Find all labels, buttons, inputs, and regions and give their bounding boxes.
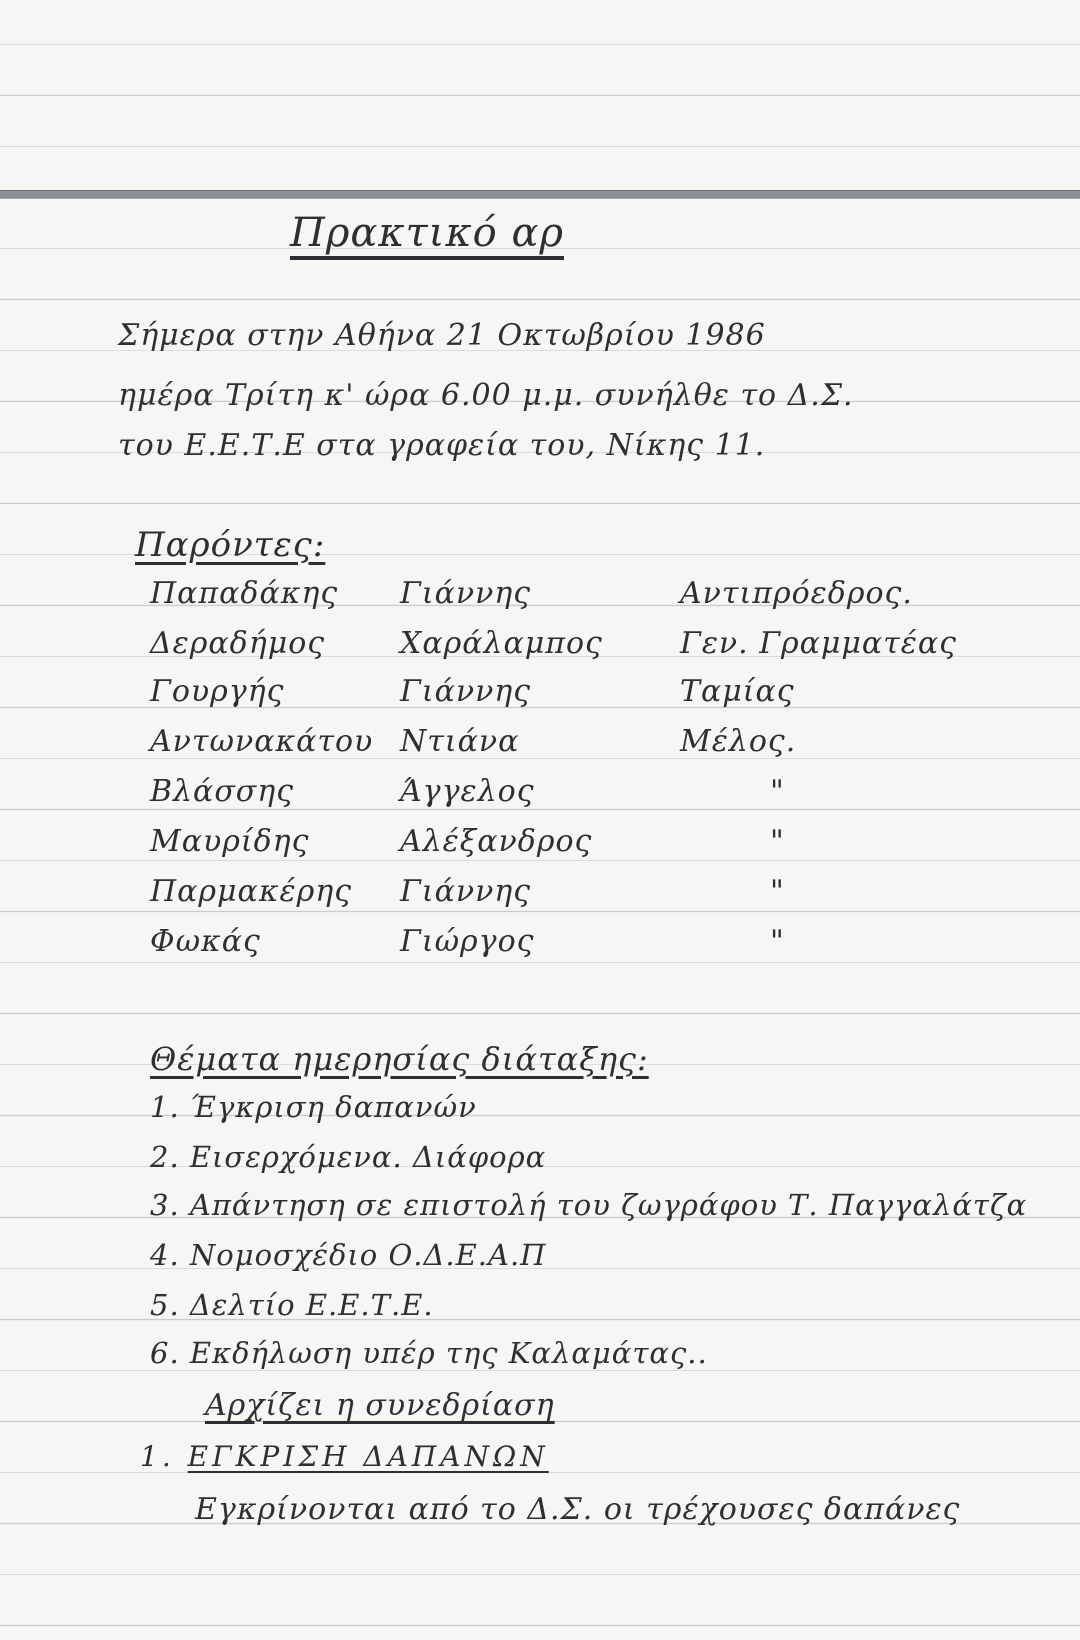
agenda-item: 1. Έγκριση δαπανών	[150, 1090, 477, 1124]
member-role: "	[770, 874, 785, 909]
member-first-name: Γιώργος	[400, 924, 535, 959]
member-first-name: Χαράλαμπος	[400, 626, 603, 661]
member-surname: Παρμακέρης	[150, 874, 352, 909]
member-row	[0, 570, 1080, 620]
member-row	[0, 668, 1080, 718]
member-role: Ταμίας	[680, 674, 795, 709]
member-role: "	[770, 924, 785, 959]
member-surname: Μαυρίδης	[150, 824, 310, 859]
member-surname: Γουργής	[150, 674, 285, 709]
member-row	[0, 620, 1080, 670]
agenda-heading: Θέματα ημερησίας διάταξης:	[150, 1040, 649, 1078]
member-row	[0, 918, 1080, 968]
section-1-text: Εγκρίνονται από το Δ.Σ. οι τρέχουσες δαπάνες	[195, 1492, 961, 1527]
agenda-item: 3. Απάντηση σε επιστολή του ζωγράφου Τ. Παγγαλάτζα	[150, 1188, 1028, 1222]
section-1-number: 1.	[140, 1440, 175, 1473]
member-first-name: Γιάννης	[400, 874, 532, 909]
member-role: Αντιπρόεδρος.	[680, 576, 913, 611]
agenda-item: 5. Δελτίο Ε.Ε.Τ.Ε.	[150, 1288, 434, 1322]
section-1-title: ΕΓΚΡΙΣΗ ΔΑΠΑΝΩΝ	[187, 1440, 549, 1473]
member-role: Μέλος.	[680, 724, 797, 759]
agenda-item: 4. Νομοσχέδιο Ο.Δ.Ε.Α.Π	[150, 1238, 547, 1272]
member-row	[0, 768, 1080, 818]
document-title: Πρακτικό αρ	[290, 210, 565, 256]
member-surname: Βλάσσης	[150, 774, 295, 809]
session-opening: Αρχίζει η συνεδρίαση	[205, 1388, 555, 1423]
member-role: "	[770, 824, 785, 859]
member-surname: Δεραδήμος	[150, 626, 326, 661]
section-1-heading	[140, 1440, 549, 1473]
top-rule	[0, 190, 1080, 199]
member-role: Γεν. Γραμματέας	[680, 626, 957, 661]
member-first-name: Αλέξανδρος	[400, 824, 593, 859]
member-first-name: Γιάννης	[400, 576, 532, 611]
member-first-name: Γιάννης	[400, 674, 532, 709]
member-surname: Αντωνακάτου	[150, 724, 374, 759]
member-first-name: Ντιάνα	[400, 724, 520, 759]
intro-line-1: Σήμερα στην Αθήνα 21 Οκτωβρίου 1986	[118, 318, 766, 353]
agenda-item: 2. Εισερχόμενα. Διάφορα	[150, 1140, 547, 1174]
member-surname: Φωκάς	[150, 924, 261, 959]
present-heading: Παρόντες:	[135, 525, 326, 565]
member-surname: Παπαδάκης	[150, 576, 339, 611]
member-row	[0, 868, 1080, 918]
intro-line-3: του Ε.Ε.Τ.Ε στα γραφεία του, Νίκης 11.	[118, 428, 766, 463]
member-row	[0, 718, 1080, 768]
member-first-name: Άγγελος	[400, 774, 535, 809]
agenda-item: 6. Εκδήλωση υπέρ της Καλαμάτας..	[150, 1336, 708, 1370]
member-row	[0, 818, 1080, 868]
member-role: "	[770, 774, 785, 809]
intro-line-2: ημέρα Τρίτη κ' ώρα 6.00 μ.μ. συνήλθε το Δ.Σ.	[118, 378, 854, 413]
